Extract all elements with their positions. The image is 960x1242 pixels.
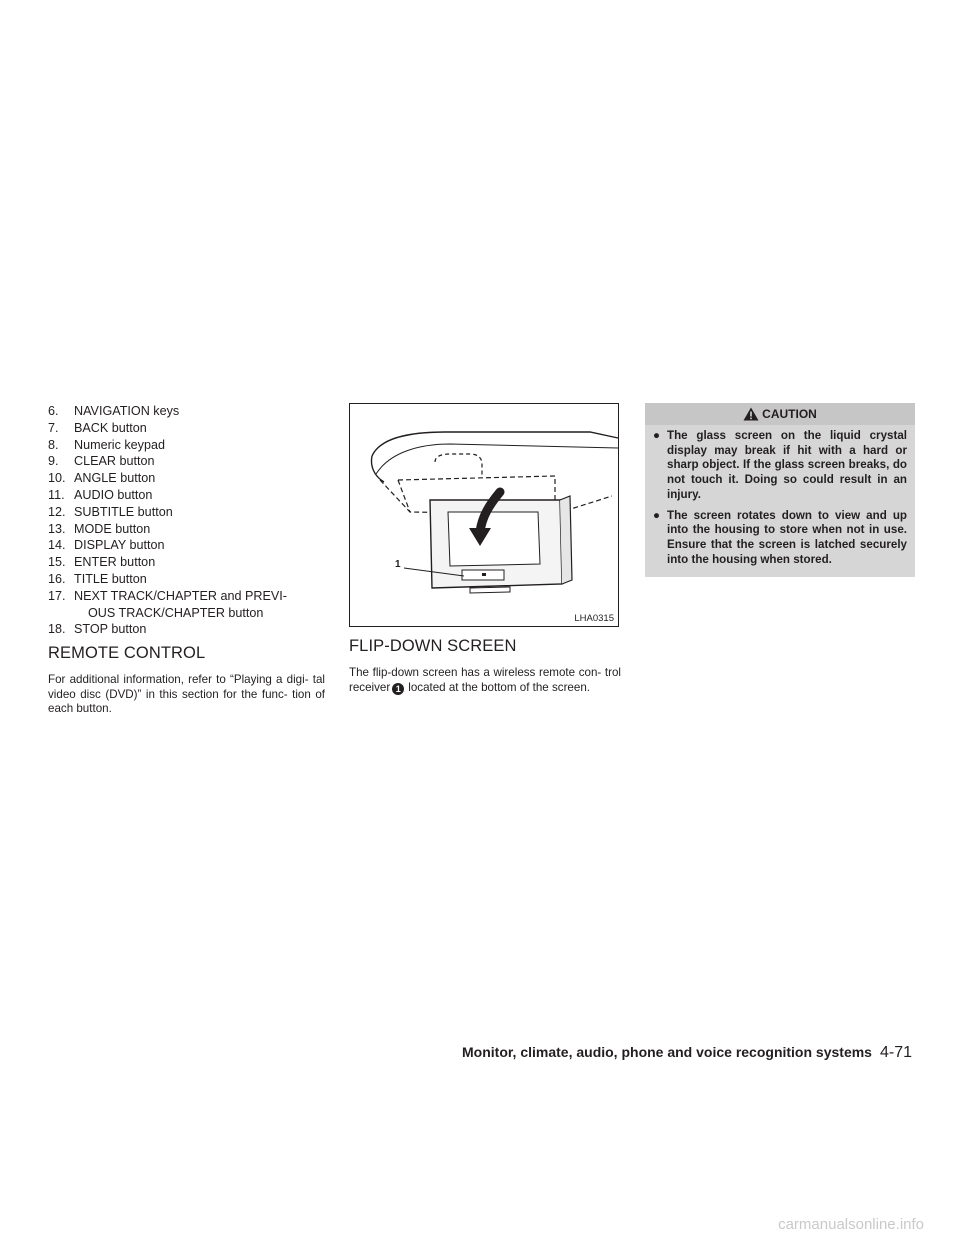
remote-control-heading: REMOTE CONTROL	[48, 644, 206, 663]
list-item: 12. SUBTITLE button	[48, 504, 173, 519]
caution-header	[645, 403, 915, 425]
list-item: 14. DISPLAY button	[48, 538, 165, 553]
list-item: 18. STOP button	[48, 622, 147, 637]
list-item: 13. MODE button	[48, 521, 151, 536]
flip-down-screen-heading: FLIP-DOWN SCREEN	[349, 637, 517, 655]
page-number: 4-71	[879, 1044, 912, 1061]
flip-down-screen-body: The flip-down screen has a wireless remote con- trol receiver 1 located at the bottom of the screen.	[349, 666, 621, 694]
remote-control-body: For additional information, refer to “Playing a digi- tal video disc (DVD)” in this section for the func- tion of each button.	[48, 673, 325, 716]
caution-box	[645, 403, 915, 577]
caution-content	[645, 425, 915, 577]
list-item: 9. CLEAR button	[48, 454, 155, 469]
bullet-icon: ●	[653, 429, 661, 442]
caution-item: ● The screen rotates down to view and up into the housing to store when not in use. Ensure that the screen is latched securely into the housing when stored.	[653, 508, 907, 566]
flip-down-screen-illustration	[349, 403, 619, 627]
figure-code: LHA0315	[574, 613, 614, 624]
watermark: carmanualsonline.info	[778, 1216, 924, 1233]
list-item: 10. ANGLE button	[48, 471, 156, 486]
button-list	[48, 403, 325, 638]
caution-item: ● The glass screen on the liquid crystal display may break if hit with a hard or sharp object. If the glass screen breaks, do not touch it. Doing so could result in an injury.	[653, 429, 907, 501]
callout-marker-icon: 1	[392, 683, 404, 695]
flip-down-screen-drawing	[350, 404, 620, 628]
caution-title: CAUTION	[762, 407, 817, 421]
list-item: 6. NAVIGATION keys	[48, 404, 180, 418]
list-item: 15. ENTER button	[48, 555, 156, 570]
warning-triangle-icon	[743, 407, 759, 421]
list-item: 17. NEXT TRACK/CHAPTER and PREVI- OUS TRACK/CHAPTER button	[48, 588, 287, 620]
middle-column	[349, 403, 621, 695]
right-column	[645, 403, 915, 577]
bullet-icon: ●	[653, 508, 661, 522]
list-item: 11. AUDIO button	[48, 487, 153, 502]
chapter-title: Monitor, climate, audio, phone and voice recognition systems	[462, 1044, 872, 1060]
list-item: 16. TITLE button	[48, 571, 147, 586]
callout-label: 1	[395, 559, 401, 570]
list-item: 7. BACK button	[48, 420, 147, 435]
list-item: 8. Numeric keypad	[48, 437, 165, 452]
left-column	[48, 403, 325, 717]
page-footer	[462, 1044, 912, 1062]
